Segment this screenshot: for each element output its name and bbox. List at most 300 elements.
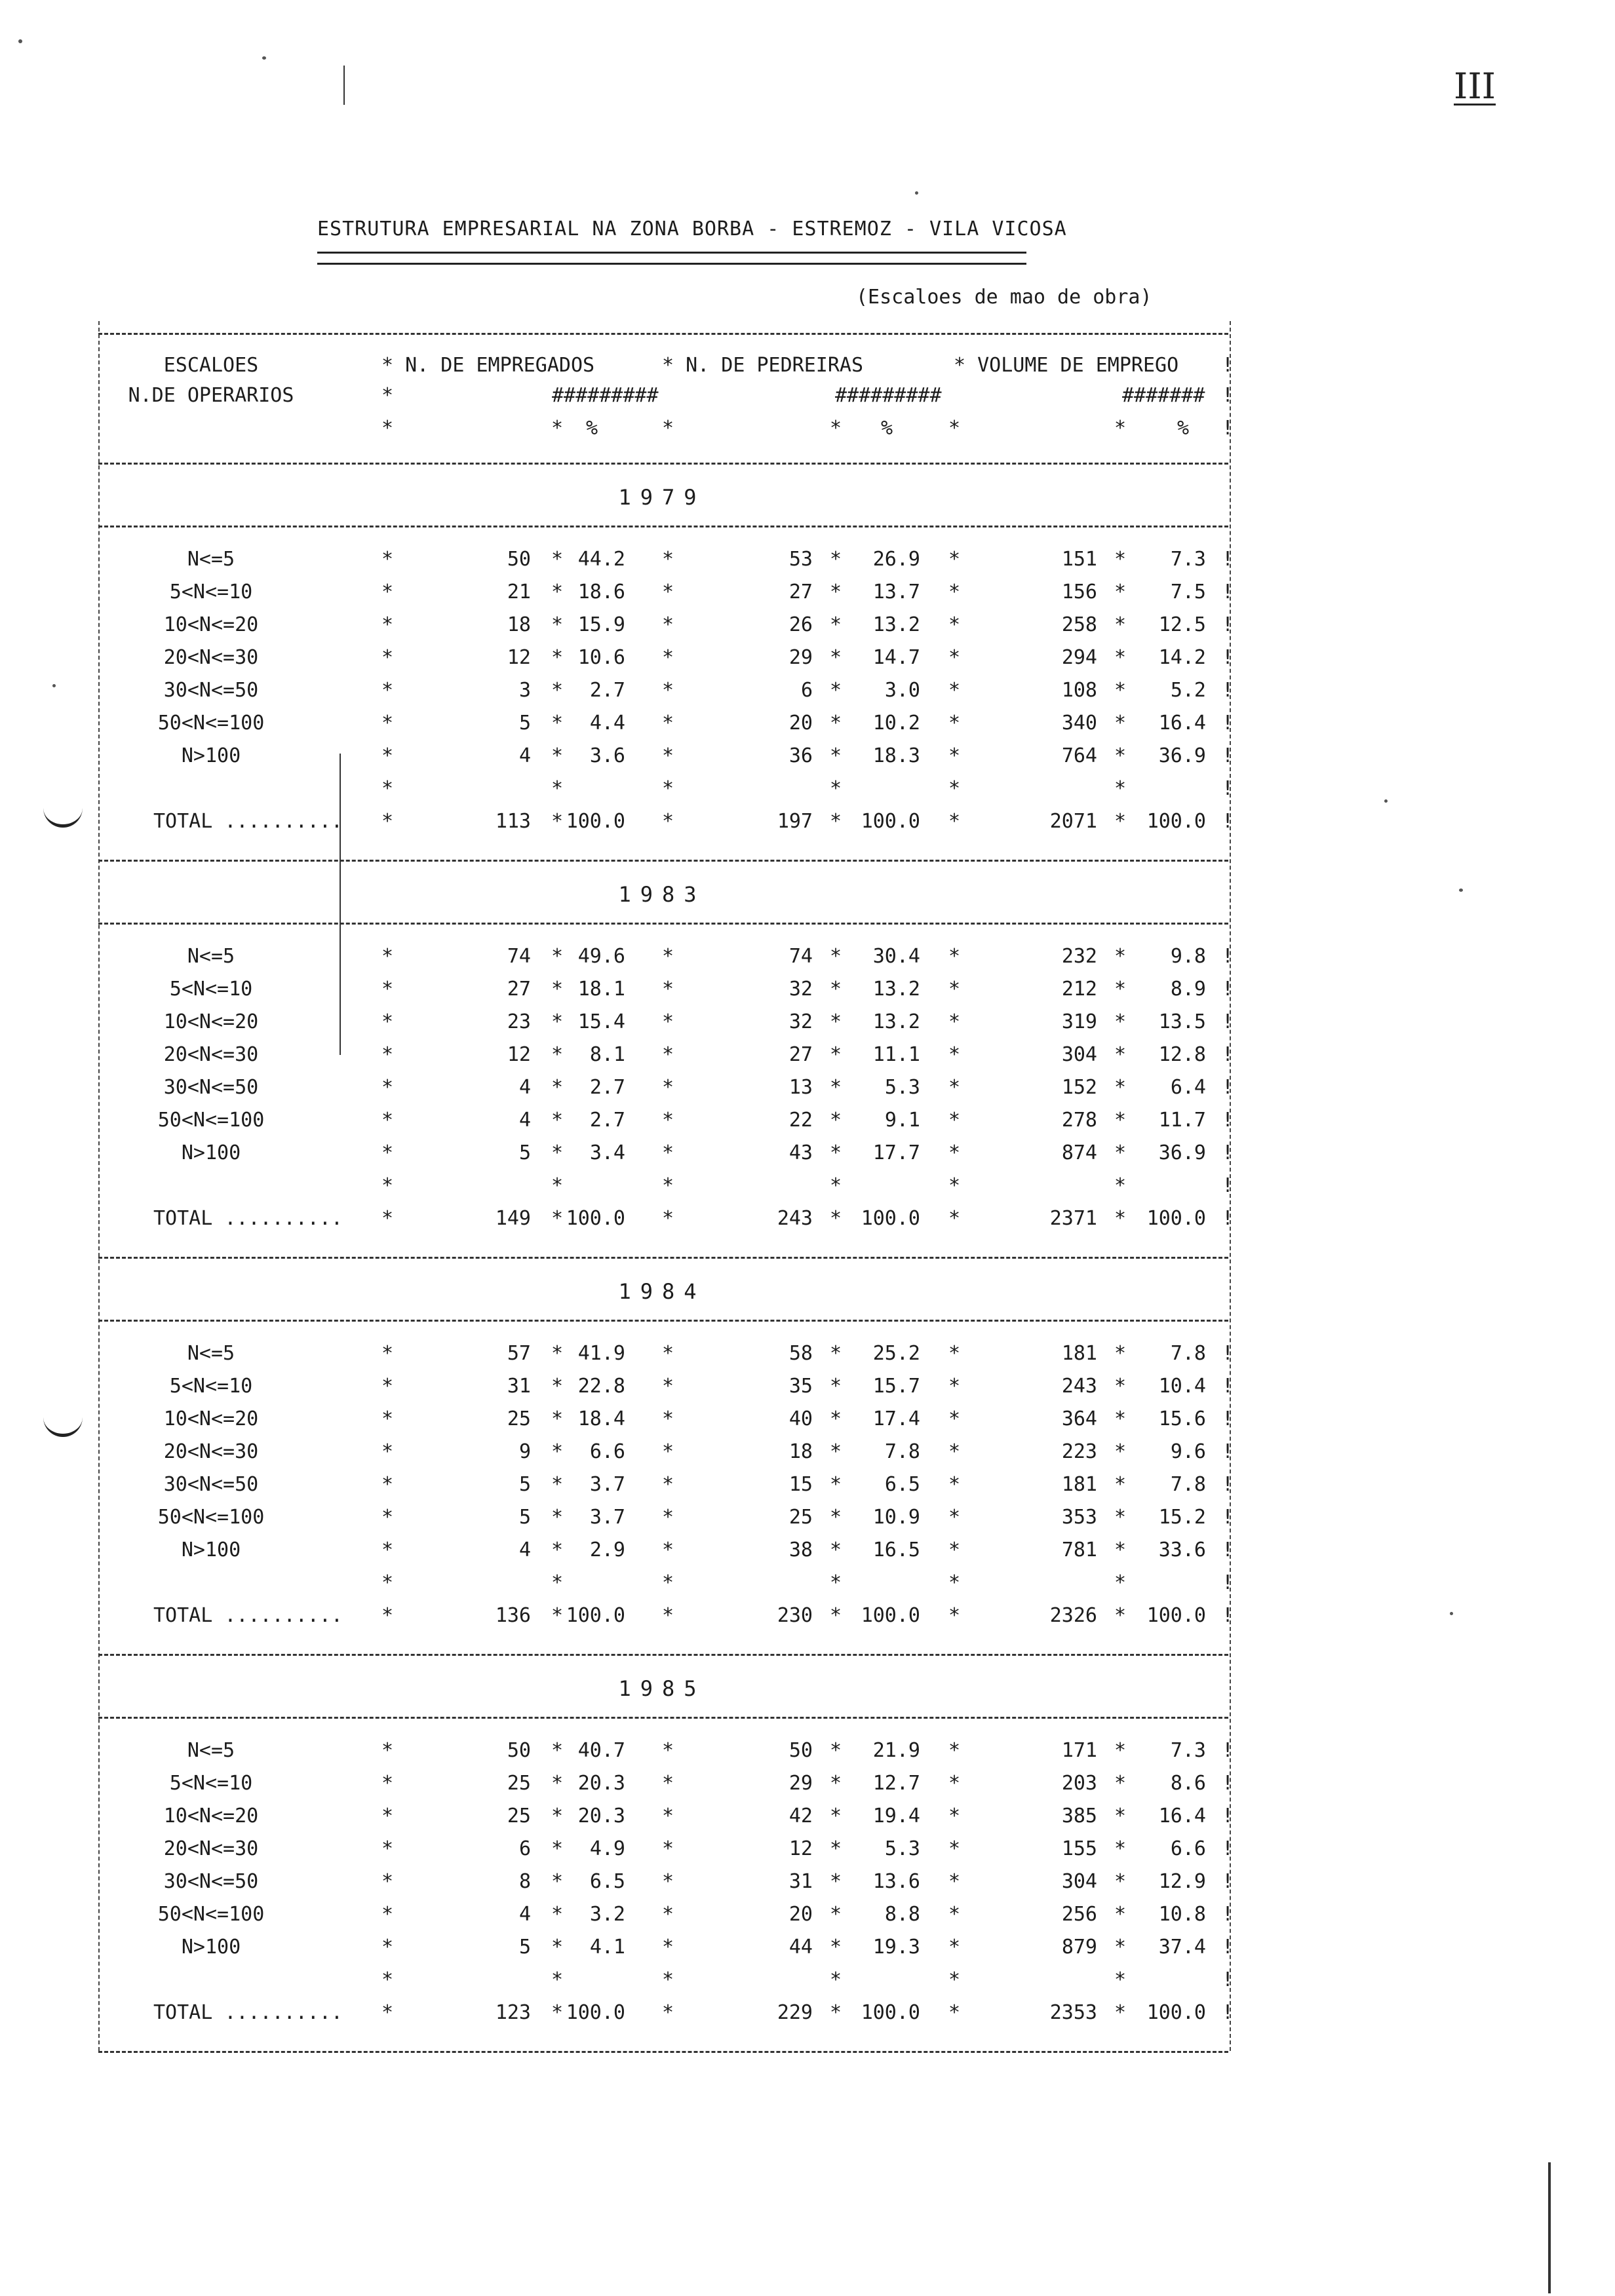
row-separator: * [381, 777, 394, 800]
cell-empregados-n: 25 [507, 1772, 531, 1795]
cell-empregados-pct: 4.9 [589, 1837, 625, 1860]
row-right-edge: ! [1222, 777, 1234, 800]
row-separator: * [381, 646, 394, 669]
row-right-edge: ! [1222, 613, 1234, 636]
table-rule [98, 1654, 1228, 1656]
cell-pedreiras-pct: 7.8 [884, 1440, 920, 1463]
row-separator: * [551, 1076, 564, 1099]
row-separator: * [948, 1571, 961, 1594]
row-right-edge: ! [1222, 548, 1234, 571]
row-separator: * [948, 712, 961, 735]
row-separator: * [948, 744, 961, 767]
row-separator: * [662, 1174, 674, 1197]
cell-volume-n: 781 [1061, 1539, 1097, 1561]
row-right-edge: ! [1222, 1342, 1234, 1365]
cell-volume-pct: 33.6 [1158, 1539, 1206, 1561]
cell-empregados-n: 50 [507, 1739, 531, 1762]
cell-volume-n: 353 [1061, 1506, 1097, 1529]
cell-volume-pct: 15.6 [1158, 1407, 1206, 1430]
cell-pedreiras-n: 44 [788, 1936, 813, 1959]
cell-volume-pct: 5.2 [1170, 679, 1206, 702]
cell-volume-pct: 6.6 [1170, 1837, 1206, 1860]
header-right-edge: ! [1222, 384, 1234, 407]
row-label: N<=5 [187, 1342, 235, 1365]
row-label: N>100 [181, 1539, 241, 1561]
cell-empregados-pct: 3.4 [589, 1141, 625, 1164]
cell-empregados-pct: 18.6 [577, 581, 625, 603]
cell-empregados-n: 5 [518, 1506, 531, 1529]
cell-volume-n: 294 [1061, 646, 1097, 669]
row-separator: * [662, 978, 674, 1001]
table-rule [98, 1257, 1228, 1259]
row-separator: * [948, 810, 961, 833]
row-separator: * [381, 978, 394, 1001]
row-right-edge: ! [1222, 1506, 1234, 1529]
row-separator: * [948, 1739, 961, 1762]
row-label: 20<N<=30 [163, 1043, 259, 1066]
row-separator: * [948, 581, 961, 603]
total-empregados-n: 113 [495, 810, 531, 833]
row-separator: * [662, 1076, 674, 1099]
row-label: N>100 [181, 1936, 241, 1959]
row-label: N<=5 [187, 548, 235, 571]
page-number-mark: III [1454, 66, 1496, 107]
row-right-edge: ! [1222, 1010, 1234, 1033]
row-right-edge: ! [1222, 1407, 1234, 1430]
row-separator: * [662, 1043, 674, 1066]
cell-pedreiras-n: 13 [788, 1076, 813, 1099]
cell-empregados-pct: 10.6 [577, 646, 625, 669]
cell-pedreiras-n: 20 [788, 712, 813, 735]
row-separator: * [551, 1407, 564, 1430]
cell-empregados-n: 23 [507, 1010, 531, 1033]
year-heading: 1983 [618, 882, 706, 907]
row-separator: * [1114, 2001, 1127, 2024]
row-separator: * [948, 1407, 961, 1430]
scan-speck [915, 191, 918, 195]
row-separator: * [1114, 1010, 1127, 1033]
cell-volume-n: 243 [1061, 1375, 1097, 1398]
row-separator: * [1114, 1837, 1127, 1860]
cell-pedreiras-n: 35 [788, 1375, 813, 1398]
header-underline: ######### [835, 384, 942, 407]
cell-empregados-pct: 20.3 [577, 1805, 625, 1827]
header-separator: * [551, 417, 564, 440]
total-pedreiras-pct: 100.0 [861, 810, 920, 833]
row-separator: * [1114, 1539, 1127, 1561]
header-right-edge: ! [1222, 417, 1234, 440]
row-separator: * [662, 1805, 674, 1827]
cell-volume-n: 304 [1061, 1870, 1097, 1893]
table-rule [98, 860, 1228, 862]
row-separator: * [948, 1109, 961, 1132]
cell-volume-pct: 11.7 [1158, 1109, 1206, 1132]
header-separator: * [662, 417, 674, 440]
cell-empregados-n: 4 [518, 1903, 531, 1926]
cell-pedreiras-n: 6 [800, 679, 813, 702]
row-separator: * [662, 1903, 674, 1926]
cell-empregados-pct: 15.9 [577, 613, 625, 636]
cell-empregados-n: 50 [507, 548, 531, 571]
cell-empregados-pct: 2.9 [589, 1539, 625, 1561]
cell-volume-n: 340 [1061, 712, 1097, 735]
cell-volume-n: 155 [1061, 1837, 1097, 1860]
row-right-edge: ! [1222, 1903, 1234, 1926]
row-separator: * [830, 1207, 842, 1230]
row-separator: * [381, 1375, 394, 1398]
cell-volume-n: 879 [1061, 1936, 1097, 1959]
row-separator: * [1114, 1043, 1127, 1066]
row-separator: * [1114, 777, 1127, 800]
row-separator: * [662, 646, 674, 669]
scan-artifact-line [343, 66, 345, 105]
row-separator: * [830, 777, 842, 800]
row-separator: * [381, 2001, 394, 2024]
cell-pedreiras-n: 22 [788, 1109, 813, 1132]
cell-empregados-n: 5 [518, 1936, 531, 1959]
row-separator: * [662, 1342, 674, 1365]
table-rule [98, 463, 1228, 465]
row-separator: * [381, 810, 394, 833]
scan-speck [18, 39, 22, 43]
cell-pedreiras-pct: 3.0 [884, 679, 920, 702]
row-right-edge: ! [1222, 1076, 1234, 1099]
row-separator: * [381, 1440, 394, 1463]
scan-speck [1459, 889, 1463, 892]
cell-empregados-pct: 3.7 [589, 1506, 625, 1529]
cell-pedreiras-pct: 17.7 [872, 1141, 920, 1164]
cell-pedreiras-pct: 13.7 [872, 581, 920, 603]
header-n-operarios: N.DE OPERARIOS [128, 384, 294, 407]
row-separator: * [551, 712, 564, 735]
row-separator: * [662, 1109, 674, 1132]
cell-pedreiras-pct: 18.3 [872, 744, 920, 767]
row-separator: * [662, 1604, 674, 1627]
cell-pedreiras-pct: 5.3 [884, 1076, 920, 1099]
row-separator: * [830, 712, 842, 735]
row-separator: * [830, 1506, 842, 1529]
year-heading: 1979 [618, 485, 706, 510]
cell-volume-n: 874 [1061, 1141, 1097, 1164]
row-separator: * [1114, 1141, 1127, 1164]
row-separator: * [948, 1506, 961, 1529]
cell-volume-pct: 7.3 [1170, 1739, 1206, 1762]
row-separator: * [1114, 712, 1127, 735]
cell-empregados-pct: 6.6 [589, 1440, 625, 1463]
row-separator: * [830, 613, 842, 636]
cell-volume-pct: 13.5 [1158, 1010, 1206, 1033]
row-separator: * [662, 1968, 674, 1991]
cell-pedreiras-pct: 13.2 [872, 613, 920, 636]
cell-volume-pct: 6.4 [1170, 1076, 1206, 1099]
row-separator: * [948, 1440, 961, 1463]
cell-empregados-n: 18 [507, 613, 531, 636]
row-separator: * [830, 1010, 842, 1033]
row-separator: * [551, 1936, 564, 1959]
row-separator: * [830, 1141, 842, 1164]
row-label: N<=5 [187, 945, 235, 968]
row-separator: * [948, 1010, 961, 1033]
row-separator: * [381, 1739, 394, 1762]
row-label: 10<N<=20 [163, 613, 259, 636]
total-volume-pct: 100.0 [1146, 810, 1206, 833]
row-separator: * [381, 1342, 394, 1365]
cell-pedreiras-n: 29 [788, 1772, 813, 1795]
row-separator: * [662, 1407, 674, 1430]
row-label: 30<N<=50 [163, 1076, 259, 1099]
row-separator: * [551, 613, 564, 636]
row-separator: * [1114, 581, 1127, 603]
total-pedreiras-pct: 100.0 [861, 1604, 920, 1627]
row-separator: * [1114, 1174, 1127, 1197]
cell-pedreiras-pct: 13.6 [872, 1870, 920, 1893]
cell-empregados-n: 5 [518, 1473, 531, 1496]
cell-empregados-pct: 41.9 [577, 1342, 625, 1365]
row-separator: * [948, 613, 961, 636]
cell-volume-n: 181 [1061, 1473, 1097, 1496]
row-label: N>100 [181, 744, 241, 767]
row-right-edge: ! [1222, 1473, 1234, 1496]
row-right-edge: ! [1222, 1772, 1234, 1795]
row-separator: * [551, 1604, 564, 1627]
row-right-edge: ! [1222, 1043, 1234, 1066]
cell-volume-pct: 15.2 [1158, 1506, 1206, 1529]
cell-pedreiras-n: 42 [788, 1805, 813, 1827]
row-separator: * [948, 1342, 961, 1365]
cell-volume-n: 364 [1061, 1407, 1097, 1430]
row-separator: * [830, 1837, 842, 1860]
row-separator: * [948, 1473, 961, 1496]
cell-empregados-n: 25 [507, 1805, 531, 1827]
row-separator: * [1114, 978, 1127, 1001]
row-separator: * [830, 581, 842, 603]
row-label: 10<N<=20 [163, 1010, 259, 1033]
row-label: 50<N<=100 [157, 1506, 265, 1529]
row-separator: * [948, 1539, 961, 1561]
row-separator: * [551, 581, 564, 603]
total-volume-pct: 100.0 [1146, 1207, 1206, 1230]
row-separator: * [1114, 679, 1127, 702]
row-separator: * [662, 1375, 674, 1398]
binder-hole-mark [43, 798, 83, 828]
total-volume-n: 2371 [1049, 1207, 1097, 1230]
row-separator: * [551, 945, 564, 968]
row-right-edge: ! [1222, 581, 1234, 603]
row-separator: * [830, 1407, 842, 1430]
header-volume-emprego: * VOLUME DE EMPREGO [954, 354, 1179, 377]
row-separator: * [662, 613, 674, 636]
cell-pedreiras-pct: 19.4 [872, 1805, 920, 1827]
row-separator: * [662, 1207, 674, 1230]
row-right-edge: ! [1222, 810, 1234, 833]
row-label: 20<N<=30 [163, 646, 259, 669]
cell-pedreiras-n: 15 [788, 1473, 813, 1496]
cell-empregados-n: 21 [507, 581, 531, 603]
row-label: 50<N<=100 [157, 1109, 265, 1132]
row-separator: * [948, 1968, 961, 1991]
row-separator: * [381, 1506, 394, 1529]
table-rule [98, 526, 1228, 527]
row-separator: * [1114, 1968, 1127, 1991]
cell-volume-pct: 16.4 [1158, 712, 1206, 735]
row-label: 5<N<=10 [169, 978, 253, 1001]
cell-volume-n: 151 [1061, 548, 1097, 571]
row-label: 50<N<=100 [157, 1903, 265, 1926]
cell-volume-n: 152 [1061, 1076, 1097, 1099]
cell-volume-pct: 8.6 [1170, 1772, 1206, 1795]
cell-empregados-pct: 3.7 [589, 1473, 625, 1496]
header-separator: * [948, 417, 961, 440]
cell-pedreiras-n: 58 [788, 1342, 813, 1365]
total-empregados-pct: 100.0 [566, 1207, 625, 1230]
row-separator: * [948, 1141, 961, 1164]
cell-pedreiras-n: 26 [788, 613, 813, 636]
year-heading: 1984 [618, 1279, 706, 1304]
row-separator: * [948, 1174, 961, 1197]
row-separator: * [381, 581, 394, 603]
total-label: TOTAL .......... [153, 810, 343, 833]
row-separator: * [1114, 613, 1127, 636]
row-separator: * [551, 1870, 564, 1893]
total-empregados-n: 136 [495, 1604, 531, 1627]
total-pedreiras-n: 197 [777, 810, 813, 833]
row-separator: * [1114, 1805, 1127, 1827]
header-percent: % [586, 417, 598, 440]
row-right-edge: ! [1222, 646, 1234, 669]
row-separator: * [381, 1805, 394, 1827]
cell-volume-n: 258 [1061, 613, 1097, 636]
row-separator: * [551, 1174, 564, 1197]
row-separator: * [948, 1076, 961, 1099]
row-separator: * [551, 1109, 564, 1132]
row-separator: * [830, 744, 842, 767]
row-separator: * [551, 1506, 564, 1529]
row-label: 30<N<=50 [163, 679, 259, 702]
total-pedreiras-pct: 100.0 [861, 1207, 920, 1230]
row-separator: * [830, 1174, 842, 1197]
row-separator: * [662, 1936, 674, 1959]
row-separator: * [662, 1506, 674, 1529]
cell-empregados-n: 6 [518, 1837, 531, 1860]
cell-empregados-n: 12 [507, 1043, 531, 1066]
cell-empregados-pct: 2.7 [589, 1076, 625, 1099]
cell-volume-n: 212 [1061, 978, 1097, 1001]
header-separator: * [381, 384, 394, 407]
total-empregados-pct: 100.0 [566, 1604, 625, 1627]
row-right-edge: ! [1222, 1805, 1234, 1827]
cell-pedreiras-n: 43 [788, 1141, 813, 1164]
row-separator: * [1114, 1571, 1127, 1594]
row-separator: * [830, 646, 842, 669]
row-separator: * [381, 945, 394, 968]
cell-volume-pct: 10.4 [1158, 1375, 1206, 1398]
cell-pedreiras-pct: 15.7 [872, 1375, 920, 1398]
cell-pedreiras-n: 53 [788, 548, 813, 571]
row-separator: * [381, 679, 394, 702]
row-separator: * [948, 679, 961, 702]
binder-hole-mark [43, 1407, 83, 1437]
cell-empregados-pct: 40.7 [577, 1739, 625, 1762]
cell-pedreiras-pct: 14.7 [872, 646, 920, 669]
row-separator: * [830, 1043, 842, 1066]
row-separator: * [551, 1473, 564, 1496]
cell-empregados-n: 27 [507, 978, 531, 1001]
row-separator: * [948, 1604, 961, 1627]
cell-pedreiras-n: 50 [788, 1739, 813, 1762]
row-separator: * [948, 978, 961, 1001]
row-separator: * [830, 1805, 842, 1827]
row-separator: * [551, 1903, 564, 1926]
row-separator: * [381, 1571, 394, 1594]
row-separator: * [381, 1207, 394, 1230]
row-separator: * [381, 1968, 394, 1991]
row-separator: * [551, 777, 564, 800]
row-separator: * [551, 1375, 564, 1398]
cell-empregados-pct: 22.8 [577, 1375, 625, 1398]
row-separator: * [1114, 646, 1127, 669]
row-separator: * [948, 2001, 961, 2024]
cell-volume-n: 108 [1061, 679, 1097, 702]
row-separator: * [381, 1076, 394, 1099]
row-label: 20<N<=30 [163, 1837, 259, 1860]
row-separator: * [381, 1837, 394, 1860]
cell-pedreiras-n: 32 [788, 978, 813, 1001]
cell-volume-n: 181 [1061, 1342, 1097, 1365]
row-separator: * [381, 1539, 394, 1561]
cell-pedreiras-pct: 26.9 [872, 548, 920, 571]
scan-artifact-line [1548, 2162, 1551, 2293]
cell-empregados-n: 3 [518, 679, 531, 702]
row-separator: * [1114, 1739, 1127, 1762]
cell-empregados-pct: 4.4 [589, 712, 625, 735]
table-rule [98, 1320, 1228, 1322]
cell-empregados-n: 57 [507, 1342, 531, 1365]
header-separator: * [381, 417, 394, 440]
row-separator: * [381, 548, 394, 571]
row-separator: * [551, 548, 564, 571]
header-n-empregados: * N. DE EMPREGADOS [381, 354, 595, 377]
cell-empregados-pct: 20.3 [577, 1772, 625, 1795]
cell-volume-n: 156 [1061, 581, 1097, 603]
cell-empregados-n: 9 [518, 1440, 531, 1463]
row-separator: * [551, 1837, 564, 1860]
row-separator: * [551, 1571, 564, 1594]
row-right-edge: ! [1222, 945, 1234, 968]
row-right-edge: ! [1222, 1837, 1234, 1860]
row-separator: * [551, 1739, 564, 1762]
cell-volume-pct: 37.4 [1158, 1936, 1206, 1959]
row-separator: * [830, 1342, 842, 1365]
cell-empregados-n: 5 [518, 1141, 531, 1164]
total-volume-n: 2326 [1049, 1604, 1097, 1627]
row-separator: * [662, 1571, 674, 1594]
cell-pedreiras-n: 12 [788, 1837, 813, 1860]
row-separator: * [1114, 744, 1127, 767]
row-separator: * [948, 1375, 961, 1398]
row-right-edge: ! [1222, 1109, 1234, 1132]
row-label: N<=5 [187, 1739, 235, 1762]
row-separator: * [830, 1903, 842, 1926]
row-right-edge: ! [1222, 712, 1234, 735]
row-separator: * [1114, 1506, 1127, 1529]
row-separator: * [1114, 1473, 1127, 1496]
row-separator: * [551, 810, 564, 833]
header-underline: ######### [552, 384, 659, 407]
row-separator: * [381, 1010, 394, 1033]
header-separator: * [1114, 417, 1127, 440]
row-separator: * [948, 945, 961, 968]
row-separator: * [830, 1936, 842, 1959]
